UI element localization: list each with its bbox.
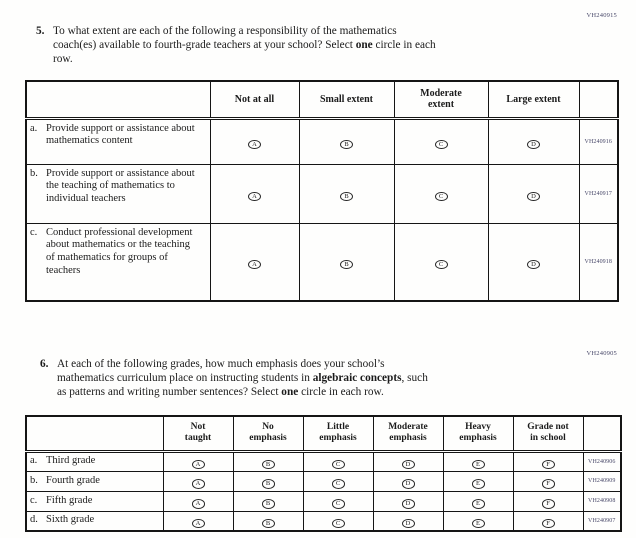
q5-text-line1: To what extent are each of the following a responsibility of the mathematics xyxy=(53,25,397,37)
q6-text-line3c: circle in each row. xyxy=(298,386,384,398)
row-accession-code: VH240916 xyxy=(579,118,618,164)
option-circle-e[interactable]: E xyxy=(472,460,485,470)
q5-header-small-extent: Small extent xyxy=(299,81,394,118)
q5-row-b xyxy=(26,164,618,223)
row-accession-code: VH240918 xyxy=(579,223,618,301)
option-circle-e[interactable]: E xyxy=(472,499,485,509)
q6-header-grade-not-in-school: Grade not in school xyxy=(513,416,583,451)
q5-c-moderate-extent-cell xyxy=(394,223,488,301)
q6-a-cell-5 xyxy=(443,451,513,471)
row-accession-code: VH240917 xyxy=(579,164,618,223)
option-circle-a[interactable]: A xyxy=(248,260,261,270)
q6-d-cell-2 xyxy=(233,511,303,531)
q6-header-little-emphasis: Little emphasis xyxy=(303,416,373,451)
option-circle-f[interactable]: F xyxy=(542,460,555,470)
q6-header-row xyxy=(26,416,621,451)
q6-header-no-emphasis: No emphasis xyxy=(233,416,303,451)
q6-response-table xyxy=(25,415,622,532)
q6-a-cell-6 xyxy=(513,451,583,471)
option-circle-f[interactable]: F xyxy=(542,479,555,489)
option-circle-b[interactable]: B xyxy=(262,519,275,529)
option-circle-c[interactable]: C xyxy=(332,479,345,489)
q6-b-cell-1 xyxy=(163,471,233,491)
option-circle-a[interactable]: A xyxy=(192,479,205,489)
option-circle-b[interactable]: B xyxy=(262,460,275,470)
q5-number: 5. xyxy=(36,25,45,37)
q5-row-a xyxy=(26,118,618,164)
q5-text-line3: row. xyxy=(53,53,73,65)
q5-c-small-extent-cell xyxy=(299,223,394,301)
option-circle-a[interactable]: A xyxy=(248,140,261,150)
q6-accession-code: VH240905 xyxy=(586,350,617,357)
q5-row-a-label-cell xyxy=(26,118,210,164)
option-circle-c[interactable]: C xyxy=(435,192,448,202)
option-circle-c[interactable]: C xyxy=(435,140,448,150)
row-label: Provide support or assistance about the teaching of mathematics to individual teachers xyxy=(46,167,195,205)
q5-a-large-extent-cell xyxy=(488,118,579,164)
option-circle-f[interactable]: F xyxy=(542,519,555,529)
q6-number: 6. xyxy=(40,358,49,370)
q5-header-moderate-extent: Moderate extent xyxy=(394,81,488,118)
q6-b-cell-3 xyxy=(303,471,373,491)
q6-b-cell-2 xyxy=(233,471,303,491)
q5-a-moderate-extent-cell xyxy=(394,118,488,164)
row-letter: c. xyxy=(30,494,38,506)
option-circle-e[interactable]: E xyxy=(472,519,485,529)
q6-header-not-taught: Not taught xyxy=(163,416,233,451)
q6-row-fifth-grade xyxy=(26,491,621,511)
q6-b-cell-4 xyxy=(373,471,443,491)
q6-a-cell-4 xyxy=(373,451,443,471)
q6-text-line2c: , such xyxy=(401,372,428,384)
option-circle-b[interactable]: B xyxy=(340,140,353,150)
option-circle-b[interactable]: B xyxy=(340,192,353,202)
q6-text-bold-algebraic-concepts: algebraic concepts xyxy=(312,372,402,384)
option-circle-e[interactable]: E xyxy=(472,479,485,489)
row-label: Conduct professional development about mathematics or the teaching of mathematics for groups of teachers xyxy=(46,226,193,277)
option-circle-d[interactable]: D xyxy=(402,519,415,529)
q6-d-cell-1 xyxy=(163,511,233,531)
q5-header-row xyxy=(26,81,618,118)
q5-row-c xyxy=(26,223,618,301)
q6-row-third-grade xyxy=(26,451,621,471)
option-circle-a[interactable]: A xyxy=(192,460,205,470)
q6-row-sixth-grade xyxy=(26,511,621,531)
row-label: Fourth grade xyxy=(46,474,100,486)
q6-a-cell-1 xyxy=(163,451,233,471)
option-circle-d[interactable]: D xyxy=(402,499,415,509)
q5-header-large-extent: Large extent xyxy=(488,81,579,118)
row-label: Fifth grade xyxy=(46,494,93,506)
q5-c-not-at-all-cell xyxy=(210,223,299,301)
q6-text-bold-one: one xyxy=(281,386,299,398)
option-circle-a[interactable]: A xyxy=(192,499,205,509)
q5-header-stub xyxy=(26,81,210,118)
q6-d-cell-4 xyxy=(373,511,443,531)
option-circle-c[interactable]: C xyxy=(332,460,345,470)
row-accession-code: VH240908 xyxy=(583,491,621,511)
row-accession-code: VH240907 xyxy=(583,511,621,531)
q6-text-line2a: mathematics curriculum place on instructing students in xyxy=(57,372,313,384)
q6-row-fourth-grade xyxy=(26,471,621,491)
q6-c-cell-1 xyxy=(163,491,233,511)
q5-row-c-label-cell xyxy=(26,223,210,301)
q6-row-c-label-cell xyxy=(26,491,163,511)
q6-header-moderate-emphasis: Moderate emphasis xyxy=(373,416,443,451)
option-circle-d[interactable]: D xyxy=(402,479,415,489)
option-circle-f[interactable]: F xyxy=(542,499,555,509)
row-accession-code: VH240906 xyxy=(583,451,621,471)
option-circle-a[interactable]: A xyxy=(192,519,205,529)
q5-c-large-extent-cell xyxy=(488,223,579,301)
q5-header-not-at-all: Not at all xyxy=(210,81,299,118)
q6-question-text xyxy=(57,357,428,399)
option-circle-d[interactable]: D xyxy=(527,260,540,270)
q6-text-line1: At each of the following grades, how much emphasis does your school’s xyxy=(57,358,385,370)
q6-row-b-label-cell xyxy=(26,471,163,491)
q5-question-text xyxy=(53,24,436,66)
option-circle-d[interactable]: D xyxy=(402,460,415,470)
row-letter: c. xyxy=(30,226,38,238)
q5-b-small-extent-cell xyxy=(299,164,394,223)
option-circle-c[interactable]: C xyxy=(435,260,448,270)
q6-header-code-col xyxy=(583,416,621,451)
q5-a-small-extent-cell xyxy=(299,118,394,164)
option-circle-b[interactable]: B xyxy=(262,479,275,489)
row-accession-code: VH240909 xyxy=(583,471,621,491)
option-circle-c[interactable]: C xyxy=(332,519,345,529)
q5-response-table xyxy=(25,80,619,302)
q6-c-cell-4 xyxy=(373,491,443,511)
row-letter: a. xyxy=(30,122,38,134)
row-label: Provide support or assistance about mathematics content xyxy=(46,122,195,147)
option-circle-d[interactable]: D xyxy=(527,140,540,150)
q6-c-cell-3 xyxy=(303,491,373,511)
row-label: Sixth grade xyxy=(46,514,95,526)
q5-a-not-at-all-cell xyxy=(210,118,299,164)
q6-d-cell-3 xyxy=(303,511,373,531)
q6-question xyxy=(40,357,428,399)
q5-text-line2a: coach(es) available to fourth-grade teachers at your school? Select xyxy=(53,39,356,51)
row-letter: b. xyxy=(30,474,38,486)
q6-a-cell-2 xyxy=(233,451,303,471)
option-circle-b[interactable]: B xyxy=(340,260,353,270)
q6-c-cell-2 xyxy=(233,491,303,511)
q6-header-stub xyxy=(26,416,163,451)
q6-c-cell-5 xyxy=(443,491,513,511)
row-letter: d. xyxy=(30,514,38,526)
q6-header-heavy-emphasis: Heavy emphasis xyxy=(443,416,513,451)
q6-row-a-label-cell xyxy=(26,451,163,471)
option-circle-c[interactable]: C xyxy=(332,499,345,509)
q6-text-line3a: as patterns and writing number sentences? Select xyxy=(57,386,282,398)
q6-c-cell-6 xyxy=(513,491,583,511)
q5-b-large-extent-cell xyxy=(488,164,579,223)
q6-d-cell-6 xyxy=(513,511,583,531)
q6-b-cell-5 xyxy=(443,471,513,491)
q5-row-b-label-cell xyxy=(26,164,210,223)
row-letter: a. xyxy=(30,455,38,467)
q5-question xyxy=(36,24,436,66)
q5-b-not-at-all-cell xyxy=(210,164,299,223)
q5-text-bold-one: one xyxy=(355,39,373,51)
q5-accession-code: VH240915 xyxy=(586,12,617,19)
q5-text-line2c: circle in each xyxy=(372,39,436,51)
q6-b-cell-6 xyxy=(513,471,583,491)
row-label: Third grade xyxy=(46,455,96,467)
q5-b-moderate-extent-cell xyxy=(394,164,488,223)
q5-header-code-col xyxy=(579,81,618,118)
q6-a-cell-3 xyxy=(303,451,373,471)
option-circle-a[interactable]: A xyxy=(248,192,261,202)
option-circle-b[interactable]: B xyxy=(262,499,275,509)
q6-d-cell-5 xyxy=(443,511,513,531)
row-letter: b. xyxy=(30,167,38,179)
q6-row-d-label-cell xyxy=(26,511,163,531)
option-circle-d[interactable]: D xyxy=(527,192,540,202)
